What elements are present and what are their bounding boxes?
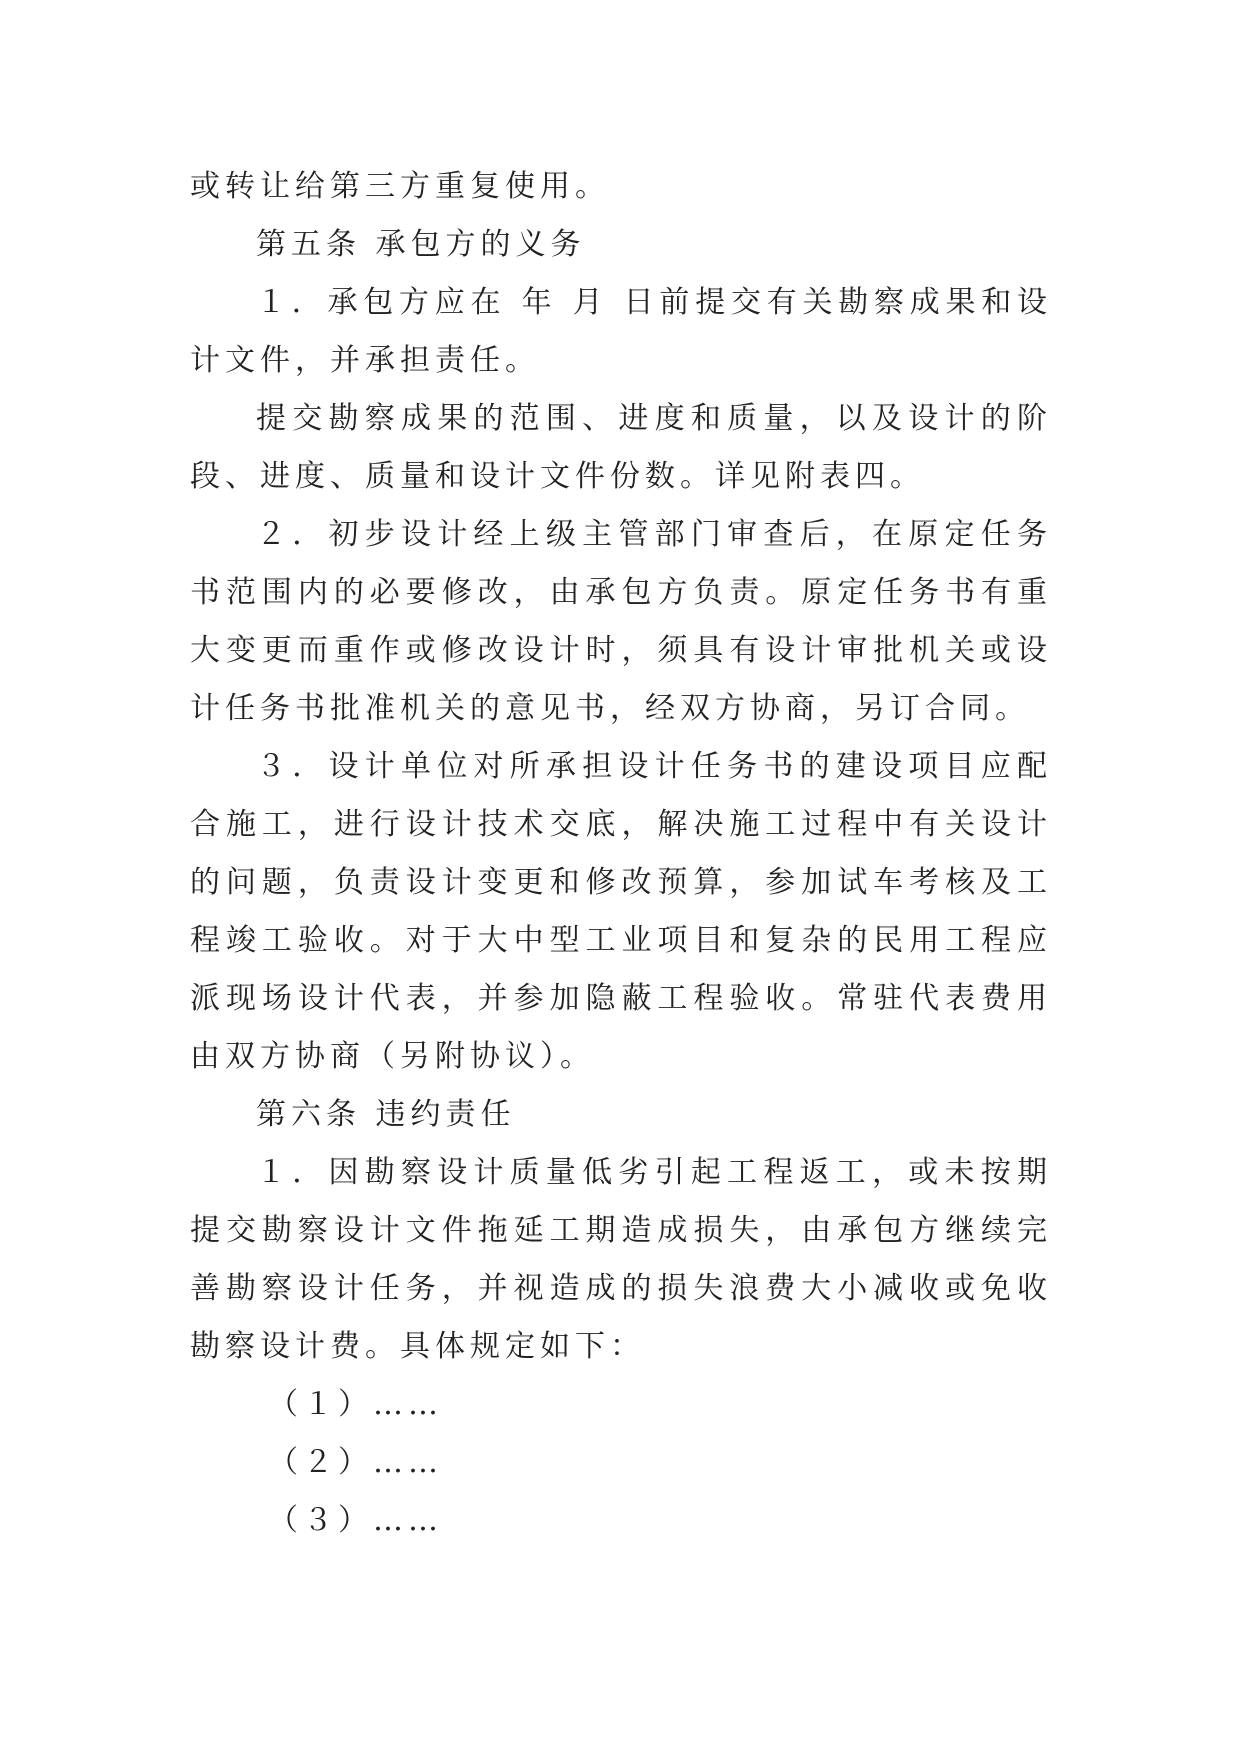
paragraph: １．承包方应在 年 月 日前提交有关勘察成果和设计文件，并承担责任。 bbox=[190, 285, 1052, 378]
list-item: （３）…… bbox=[268, 1503, 443, 1538]
paragraph: 提交勘察成果的范围、进度和质量，以及设计的阶段、进度、质量和设计文件份数。详见附表四。 bbox=[190, 401, 1052, 494]
section-heading-article-6: 第六条 违约责任 bbox=[256, 1097, 516, 1132]
paragraph: 或转让给第三方重复使用。 bbox=[190, 169, 610, 204]
list-item: （１）…… bbox=[268, 1387, 443, 1422]
list-item: （２）…… bbox=[268, 1445, 443, 1480]
document-body bbox=[190, 158, 1052, 1550]
section-heading-article-5: 第五条 承包方的义务 bbox=[256, 227, 586, 262]
paragraph: １．因勘察设计质量低劣引起工程返工，或未按期提交勘察设计文件拖延工期造成损失，由承包方继续完善勘察设计任务，并视造成的损失浪费大小减收或免收勘察设计费。具体规定如下： bbox=[190, 1155, 1052, 1364]
paragraph: ２．初步设计经上级主管部门审查后，在原定任务书范围内的必要修改，由承包方负责。原定任务书有重大变更而重作或修改设计时，须具有设计审批机关或设计任务书批准机关的意见书，经双方协商，另订合同。 bbox=[190, 517, 1052, 726]
paragraph: ３．设计单位对所承担设计任务书的建设项目应配合施工，进行设计技术交底，解决施工过程中有关设计的问题，负责设计变更和修改预算，参加试车考核及工程竣工验收。对于大中型工业项目和复杂的民用工程应派现场设计代表，并参加隐蔽工程验收。常驻代表费用由双方协商（另附协议）。 bbox=[190, 749, 1052, 1074]
